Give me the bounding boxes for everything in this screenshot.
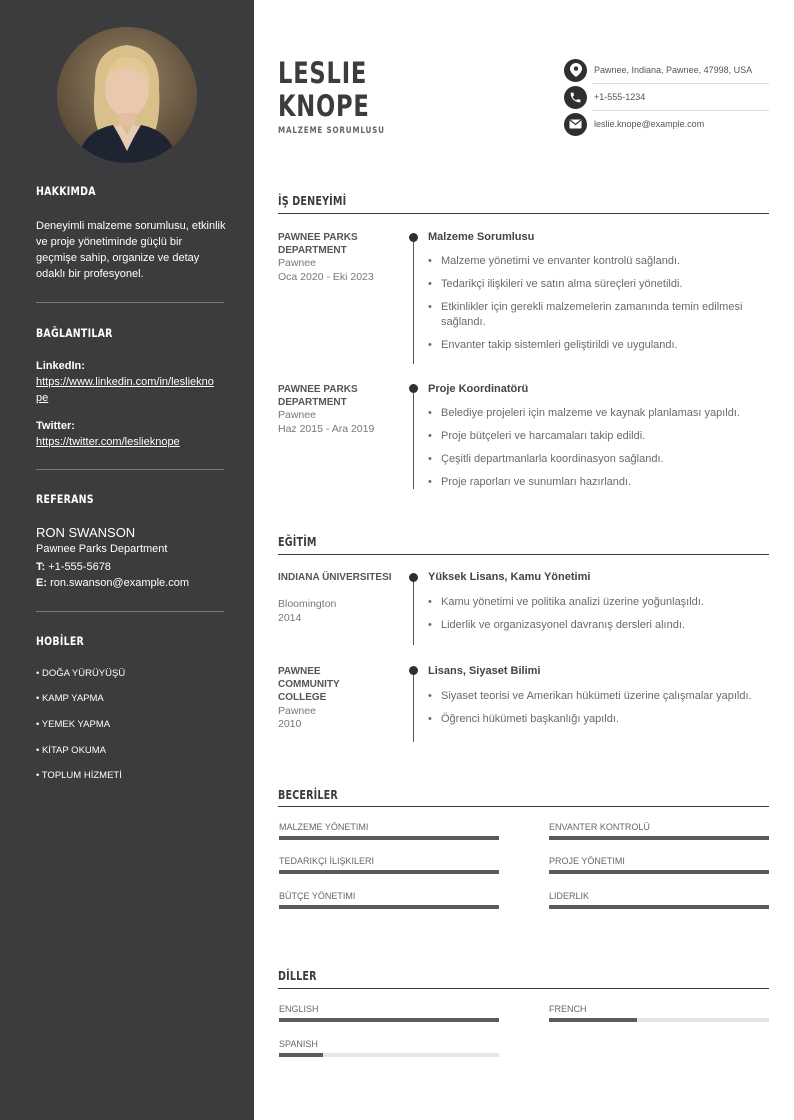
list-item: • Malzeme yönetimi ve envanter kontrolü sağlandı. — [428, 254, 768, 269]
language-label: ENGLISH — [279, 1004, 319, 1014]
timeline-line — [413, 384, 414, 489]
experience-bullets — [428, 406, 768, 498]
timeline-dot — [409, 233, 418, 242]
skill-bar — [549, 870, 769, 874]
hobby-item: • KİTAP OKUMA — [36, 745, 107, 756]
education-location: Bloomington — [278, 598, 337, 610]
language-label: FRENCH — [549, 1004, 587, 1014]
contact-phone — [564, 84, 769, 110]
experience-location: Pawnee — [278, 257, 316, 269]
skill-item — [279, 891, 499, 909]
timeline-line — [413, 237, 414, 364]
section-divider — [278, 988, 769, 989]
language-bar — [279, 1018, 499, 1022]
phone-icon — [564, 86, 587, 109]
hobbies-title: HOBİLER — [36, 634, 85, 648]
list-item: • Proje bütçeleri ve harcamaları takip edildi. — [428, 429, 768, 444]
skill-label: LIDERLIK — [549, 891, 590, 901]
divider — [36, 302, 224, 303]
education-dates: 2010 — [278, 718, 302, 730]
hobby-item: • DOĞA YÜRÜYÜŞÜ — [36, 668, 126, 679]
language-item — [279, 1039, 499, 1057]
education-dates: 2014 — [278, 612, 302, 624]
skill-label: MALZEME YÖNETIMI — [279, 822, 369, 832]
hobby-item: • KAMP YAPMA — [36, 693, 104, 704]
experience-location: Pawnee — [278, 409, 316, 421]
skill-label: BÜTÇE YÖNETIMI — [279, 891, 356, 901]
education-location: Pawnee — [278, 705, 316, 717]
skill-bar — [279, 905, 499, 909]
divider — [36, 469, 224, 470]
list-item: • Envanter takip sistemleri geliştirildi ve uygulandı. — [428, 338, 768, 353]
education-bullets — [428, 689, 768, 735]
job-title: MALZEME SORUMLUSU — [278, 126, 385, 136]
experience-bullets — [428, 254, 768, 361]
list-item: • Tedarikçi ilişkileri ve satın alma süreçleri yönetildi. — [428, 277, 768, 292]
profile-photo — [57, 27, 197, 163]
linkedin-link[interactable] — [36, 358, 226, 406]
education-org: INDIANA ÜNIVERSITESI — [278, 572, 392, 583]
language-bar — [549, 1018, 769, 1022]
twitter-label: Twitter: — [36, 420, 75, 432]
skill-label: TEDARIKÇI İLIŞKILERI — [279, 856, 375, 866]
timeline-line — [413, 575, 414, 645]
twitter-url[interactable]: https://twitter.com/leslieknope — [36, 436, 180, 448]
education-degree: Lisans, Siyaset Bilimi — [428, 665, 541, 677]
email-icon — [564, 113, 587, 136]
email-label: E: — [36, 577, 47, 589]
timeline-dot — [409, 573, 418, 582]
contact-email — [564, 111, 769, 137]
skill-fill — [549, 905, 769, 909]
skills-title: BECERİLER — [278, 788, 338, 802]
education-title: EĞİTİM — [278, 535, 317, 549]
phone-value: +1-555-5678 — [48, 561, 111, 573]
phone-text: +1-555-1234 — [594, 92, 646, 102]
section-divider — [278, 213, 769, 214]
reference-company: Pawnee Parks Department — [36, 543, 168, 555]
skill-item — [549, 891, 769, 909]
name-last: KNOPE — [278, 89, 370, 123]
skill-bar — [279, 836, 499, 840]
education-bullets — [428, 595, 768, 641]
language-fill — [279, 1053, 323, 1057]
skill-bar — [279, 870, 499, 874]
languages-title: DİLLER — [278, 969, 317, 983]
skill-label: PROJE YÖNETIMI — [549, 856, 625, 866]
list-item: • Belediye projeleri için malzeme ve kaynak planlaması yapıldı. — [428, 406, 768, 421]
skill-label: ENVANTER KONTROLÜ — [549, 822, 650, 832]
skill-bar — [549, 905, 769, 909]
education-degree: Yüksek Lisans, Kamu Yönetimi — [428, 571, 591, 583]
language-label: SPANISH — [279, 1039, 318, 1049]
reference-name: RON SWANSON — [36, 525, 136, 540]
twitter-link[interactable] — [36, 418, 226, 450]
experience-org: PAWNEE PARKS DEPARTMENT — [278, 384, 358, 408]
hobby-item: • YEMEK YAPMA — [36, 719, 111, 730]
list-item: • Öğrenci hükümeti başkanlığı yapıldı. — [428, 712, 768, 727]
sidebar — [0, 0, 254, 1120]
section-divider — [278, 806, 769, 807]
language-item — [279, 1004, 499, 1022]
section-divider — [278, 554, 769, 555]
list-item: • Siyaset teorisi ve Amerikan hükümeti üzerine çalışmalar yapıldı. — [428, 689, 768, 704]
experience-dates: Haz 2015 - Ara 2019 — [278, 423, 375, 435]
reference-title: REFERANS — [36, 492, 94, 506]
timeline-dot — [409, 666, 418, 675]
experience-role: Proje Koordinatörü — [428, 383, 529, 395]
experience-org: PAWNEE PARKS DEPARTMENT — [278, 232, 358, 256]
reference-email — [36, 575, 226, 591]
list-item: • Kamu yönetimi ve politika analizi üzerine yoğunlaşıldı. — [428, 595, 768, 610]
reference-phone — [36, 559, 226, 575]
email-text: leslie.knope@example.com — [594, 119, 705, 129]
list-item: • Proje raporları ve sunumları hazırlandı. — [428, 475, 768, 490]
location-pin-icon — [564, 59, 587, 82]
skill-fill — [279, 836, 499, 840]
contact-address — [564, 57, 769, 83]
education-org: PAWNEE COMMUNITY COLLEGE — [278, 666, 340, 703]
skill-fill — [549, 870, 769, 874]
skill-item — [279, 822, 499, 840]
list-item: • Etkinlikler için gerekli malzemelerin zamanında temin edilmesi sağlandı. — [428, 300, 768, 330]
timeline-dot — [409, 384, 418, 393]
language-fill — [549, 1018, 637, 1022]
experience-role: Malzeme Sorumlusu — [428, 231, 535, 243]
skill-item — [279, 856, 499, 874]
timeline-line — [413, 666, 414, 742]
list-item: • Çeşitli departmanlarla koordinasyon sağlandı. — [428, 452, 768, 467]
about-title: HAKKIMDA — [36, 184, 96, 198]
experience-title: İŞ DENEYİMİ — [278, 194, 347, 208]
linkedin-url[interactable]: https://www.linkedin.com/in/leslieknope — [36, 376, 214, 404]
skill-fill — [279, 905, 499, 909]
email-value: ron.swanson@example.com — [50, 577, 190, 589]
skill-fill — [549, 836, 769, 840]
language-item — [549, 1004, 769, 1022]
experience-dates: Oca 2020 - Eki 2023 — [278, 271, 374, 283]
skill-fill — [279, 870, 499, 874]
address-text: Pawnee, Indiana, Pawnee, 47998, USA — [594, 65, 753, 75]
divider — [36, 611, 224, 612]
about-text: Deneyimli malzeme sorumlusu, etkinlik ve proje yönetiminde güçlü bir geçmişe sahip, organize ve detay odaklı bir profesyonel. — [36, 220, 226, 280]
name-first: LESLIE — [278, 56, 368, 90]
hobby-item: • TOPLUM HİZMETİ — [36, 770, 122, 781]
language-bar — [279, 1053, 499, 1057]
skill-item — [549, 856, 769, 874]
links-title: BAĞLANTILAR — [36, 326, 113, 340]
linkedin-label: LinkedIn: — [36, 360, 85, 372]
skill-bar — [549, 836, 769, 840]
language-fill — [279, 1018, 499, 1022]
list-item: • Liderlik ve organizasyonel davranış dersleri alındı. — [428, 618, 768, 633]
skill-item — [549, 822, 769, 840]
phone-label: T: — [36, 561, 46, 573]
